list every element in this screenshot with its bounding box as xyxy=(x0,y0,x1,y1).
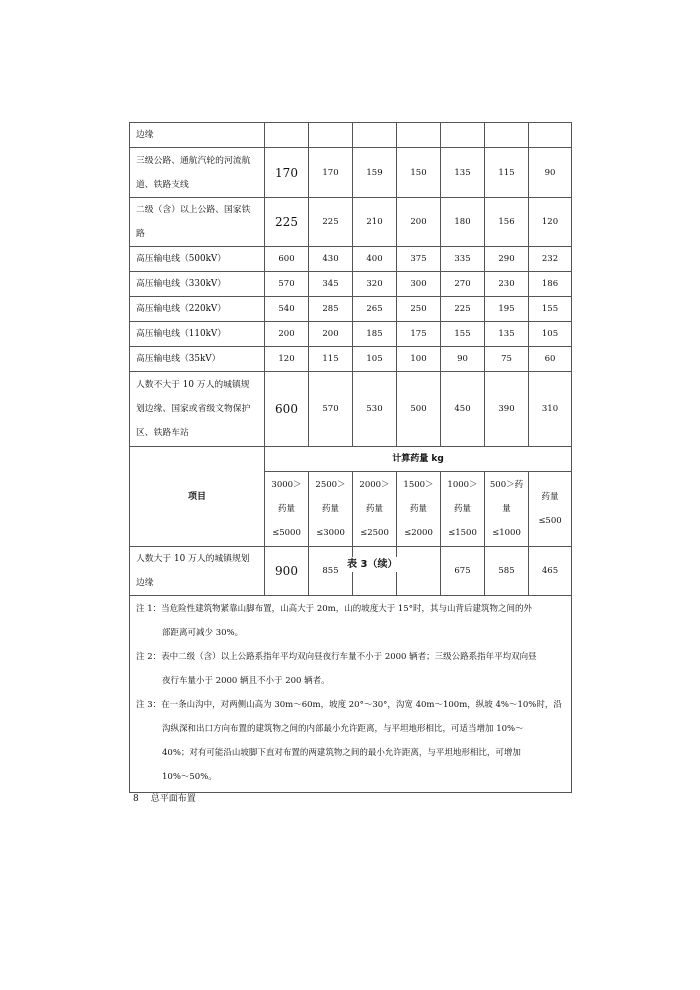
header-line: ≤2000 xyxy=(404,528,433,538)
value-cell: 270 xyxy=(441,272,485,297)
value-cell: 400 xyxy=(353,247,397,272)
row-label xyxy=(130,297,265,322)
note-line: 沟纵深和出口方向布置的建筑物之间的内部最小允许距离，与平坦地形相比，可适当增加 10%～ xyxy=(162,724,524,734)
row-label xyxy=(130,322,265,347)
row-label xyxy=(130,547,265,596)
row-label-line: 三级公路、通航汽轮的河流航 xyxy=(136,155,251,166)
row-label xyxy=(130,272,265,297)
item-column-header: 项目 xyxy=(130,447,265,547)
row-label-line: 道、铁路支线 xyxy=(136,179,189,190)
value-cell: 200 xyxy=(265,322,309,347)
value-cell: 310 xyxy=(529,372,572,447)
row-label-line: 人数大于 10 万人的城镇规划 xyxy=(136,554,250,564)
value-cell: 200 xyxy=(397,198,441,247)
value-cell xyxy=(441,123,485,148)
value-cell: 225 xyxy=(441,297,485,322)
charge-mass-group-header: 计算药量 kg xyxy=(265,447,572,472)
header-line: 药量 xyxy=(321,504,339,514)
value-cell: 195 xyxy=(485,297,529,322)
charge-range-header xyxy=(485,472,529,547)
row-label xyxy=(130,347,265,372)
section-title: 总平面布置 xyxy=(150,794,196,804)
value-cell: 855 xyxy=(309,547,353,596)
header-line: 2500＞ xyxy=(315,480,346,490)
row-label-line: 边缘 xyxy=(136,578,154,588)
value-cell: 60 xyxy=(529,347,572,372)
value-cell: 115 xyxy=(485,148,529,198)
note-line: 注 2：表中二级（含）以上公路系指年平均双向昼夜行车量不小于 2000 辆者；三级公路系指年平均双向昼 xyxy=(136,652,537,662)
value-cell: 210 xyxy=(353,198,397,247)
value-cell: 75 xyxy=(485,347,529,372)
row-label xyxy=(130,372,265,447)
value-cell: 170 xyxy=(309,148,353,198)
value-cell: 155 xyxy=(529,297,572,322)
value-cell: 430 xyxy=(309,247,353,272)
value-cell: 230 xyxy=(485,272,529,297)
value-cell xyxy=(309,123,353,148)
header-line: 1500＞ xyxy=(403,480,434,490)
value-cell: 290 xyxy=(485,247,529,272)
value-cell xyxy=(353,123,397,148)
note-2 xyxy=(130,645,571,693)
header-line: 药量 xyxy=(277,504,295,514)
value-cell: 120 xyxy=(265,347,309,372)
value-cell: 200 xyxy=(309,322,353,347)
row-label xyxy=(130,247,265,272)
value-cell xyxy=(397,123,441,148)
header-line: 500＞药 xyxy=(489,480,524,490)
value-cell: 600 xyxy=(265,247,309,272)
value-cell: 540 xyxy=(265,297,309,322)
header-line: ≤2500 xyxy=(360,528,389,538)
table-row xyxy=(130,322,572,347)
header-row xyxy=(130,447,572,472)
value-cell: 900 xyxy=(265,547,309,596)
notes-cell xyxy=(130,596,572,793)
row-label-line: 路 xyxy=(136,229,145,239)
row-label-line: 划边缘、国家或省级文物保护 xyxy=(136,404,251,414)
value-cell: 186 xyxy=(529,272,572,297)
value-cell: 135 xyxy=(485,322,529,347)
value-cell: 465 xyxy=(529,547,572,596)
value-cell: 320 xyxy=(353,272,397,297)
value-cell: 600 xyxy=(265,372,309,447)
page-number: 8 xyxy=(133,794,139,804)
value-cell: 155 xyxy=(441,322,485,347)
value-cell: 175 xyxy=(397,322,441,347)
note-line: 夜行车量小于 2000 辆且不小于 200 辆者。 xyxy=(162,676,330,686)
value-cell xyxy=(397,547,441,596)
value-cell: 450 xyxy=(441,372,485,447)
note-line: 10%～50%。 xyxy=(162,772,217,782)
value-cell xyxy=(485,123,529,148)
row-label xyxy=(130,198,265,247)
table-row xyxy=(130,148,572,198)
page-footer xyxy=(133,791,196,807)
header-line: 药量 xyxy=(541,492,559,502)
row-label-line: 边缘 xyxy=(136,130,154,140)
value-cell xyxy=(529,123,572,148)
note-1 xyxy=(130,597,571,645)
row-label-line: 二级（含）以上公路、国家铁 xyxy=(136,205,251,215)
header-line: ≤500 xyxy=(538,516,562,526)
note-3 xyxy=(130,693,571,789)
value-cell: 159 xyxy=(353,148,397,198)
table-row xyxy=(130,372,572,447)
row-label-line: 高压输电线（500kV） xyxy=(136,254,227,264)
value-cell: 265 xyxy=(353,297,397,322)
value-cell: 115 xyxy=(309,347,353,372)
value-cell: 90 xyxy=(529,148,572,198)
value-cell: 250 xyxy=(397,297,441,322)
row-label-line: 区、铁路车站 xyxy=(136,428,189,438)
note-line: 40%；对有可能沿山坡脚下直对布置的两建筑物之间的最小允许距离，与平坦地形相比，可增加 xyxy=(162,748,521,758)
value-cell: 345 xyxy=(309,272,353,297)
value-cell: 156 xyxy=(485,198,529,247)
header-line: 量 xyxy=(502,504,511,514)
value-cell: 120 xyxy=(529,198,572,247)
header-line: ≤1500 xyxy=(448,528,477,538)
charge-range-header xyxy=(529,472,572,547)
table-row xyxy=(130,272,572,297)
table-row xyxy=(130,123,572,148)
value-cell: 105 xyxy=(529,322,572,347)
charge-range-header xyxy=(265,472,309,547)
value-cell: 530 xyxy=(353,372,397,447)
header-line: ≤5000 xyxy=(272,528,301,538)
header-line: 3000＞ xyxy=(271,480,302,490)
value-cell: 285 xyxy=(309,297,353,322)
value-cell: 90 xyxy=(441,347,485,372)
row-label-line: 高压输电线（330kV） xyxy=(136,279,227,289)
charge-range-header xyxy=(397,472,441,547)
row-label xyxy=(130,148,265,198)
value-cell: 570 xyxy=(309,372,353,447)
value-cell: 300 xyxy=(397,272,441,297)
table-row xyxy=(130,247,572,272)
value-cell: 675 xyxy=(441,547,485,596)
header-line: 药量 xyxy=(453,504,471,514)
row-label-line: 高压输电线（220kV） xyxy=(136,304,227,314)
value-cell: 135 xyxy=(441,148,485,198)
header-line: 1000＞ xyxy=(447,480,478,490)
row-label-line: 高压输电线（110kV） xyxy=(136,329,227,339)
value-cell: 185 xyxy=(353,322,397,347)
value-cell: 390 xyxy=(485,372,529,447)
charge-range-header xyxy=(353,472,397,547)
row-label-line: 高压输电线（35kV） xyxy=(136,354,221,364)
value-cell: 375 xyxy=(397,247,441,272)
value-cell: 100 xyxy=(397,347,441,372)
value-cell: 335 xyxy=(441,247,485,272)
charge-range-header xyxy=(309,472,353,547)
header-line: ≤1000 xyxy=(492,528,521,538)
note-line: 注 3：在一条山沟中，对两侧山高为 30m～60m，坡度 20°～30°，沟宽 40m～100m，纵坡 4%～10%时，沿 xyxy=(136,700,562,710)
header-line: ≤3000 xyxy=(316,528,345,538)
header-line: 药量 xyxy=(409,504,427,514)
table-row xyxy=(130,347,572,372)
value-cell: 105 xyxy=(353,347,397,372)
table-continued-caption: 表 3（续） xyxy=(347,559,398,570)
value-cell: 570 xyxy=(265,272,309,297)
value-cell: 225 xyxy=(265,198,309,247)
header-line: 药量 xyxy=(365,504,383,514)
row-label-line: 人数不大于 10 万人的城镇规 xyxy=(136,380,250,390)
value-cell: 170 xyxy=(265,148,309,198)
value-cell: 500 xyxy=(397,372,441,447)
value-cell: 585 xyxy=(485,547,529,596)
note-line: 部距离可减少 30%。 xyxy=(162,628,244,638)
header-line: 2000＞ xyxy=(359,480,390,490)
safety-distance-table xyxy=(129,122,572,793)
row-label xyxy=(130,123,265,148)
value-cell: 150 xyxy=(397,148,441,198)
charge-range-header xyxy=(441,472,485,547)
note-line: 注 1：当危险性建筑物紧靠山脚布置，山高大于 20m，山的坡度大于 15°时，其与山背后建筑物之间的外 xyxy=(136,604,532,614)
value-cell: 232 xyxy=(529,247,572,272)
value-cell xyxy=(265,123,309,148)
value-cell: 225 xyxy=(309,198,353,247)
notes-row xyxy=(130,596,572,793)
table-row xyxy=(130,297,572,322)
table-row xyxy=(130,198,572,247)
value-cell: 180 xyxy=(441,198,485,247)
